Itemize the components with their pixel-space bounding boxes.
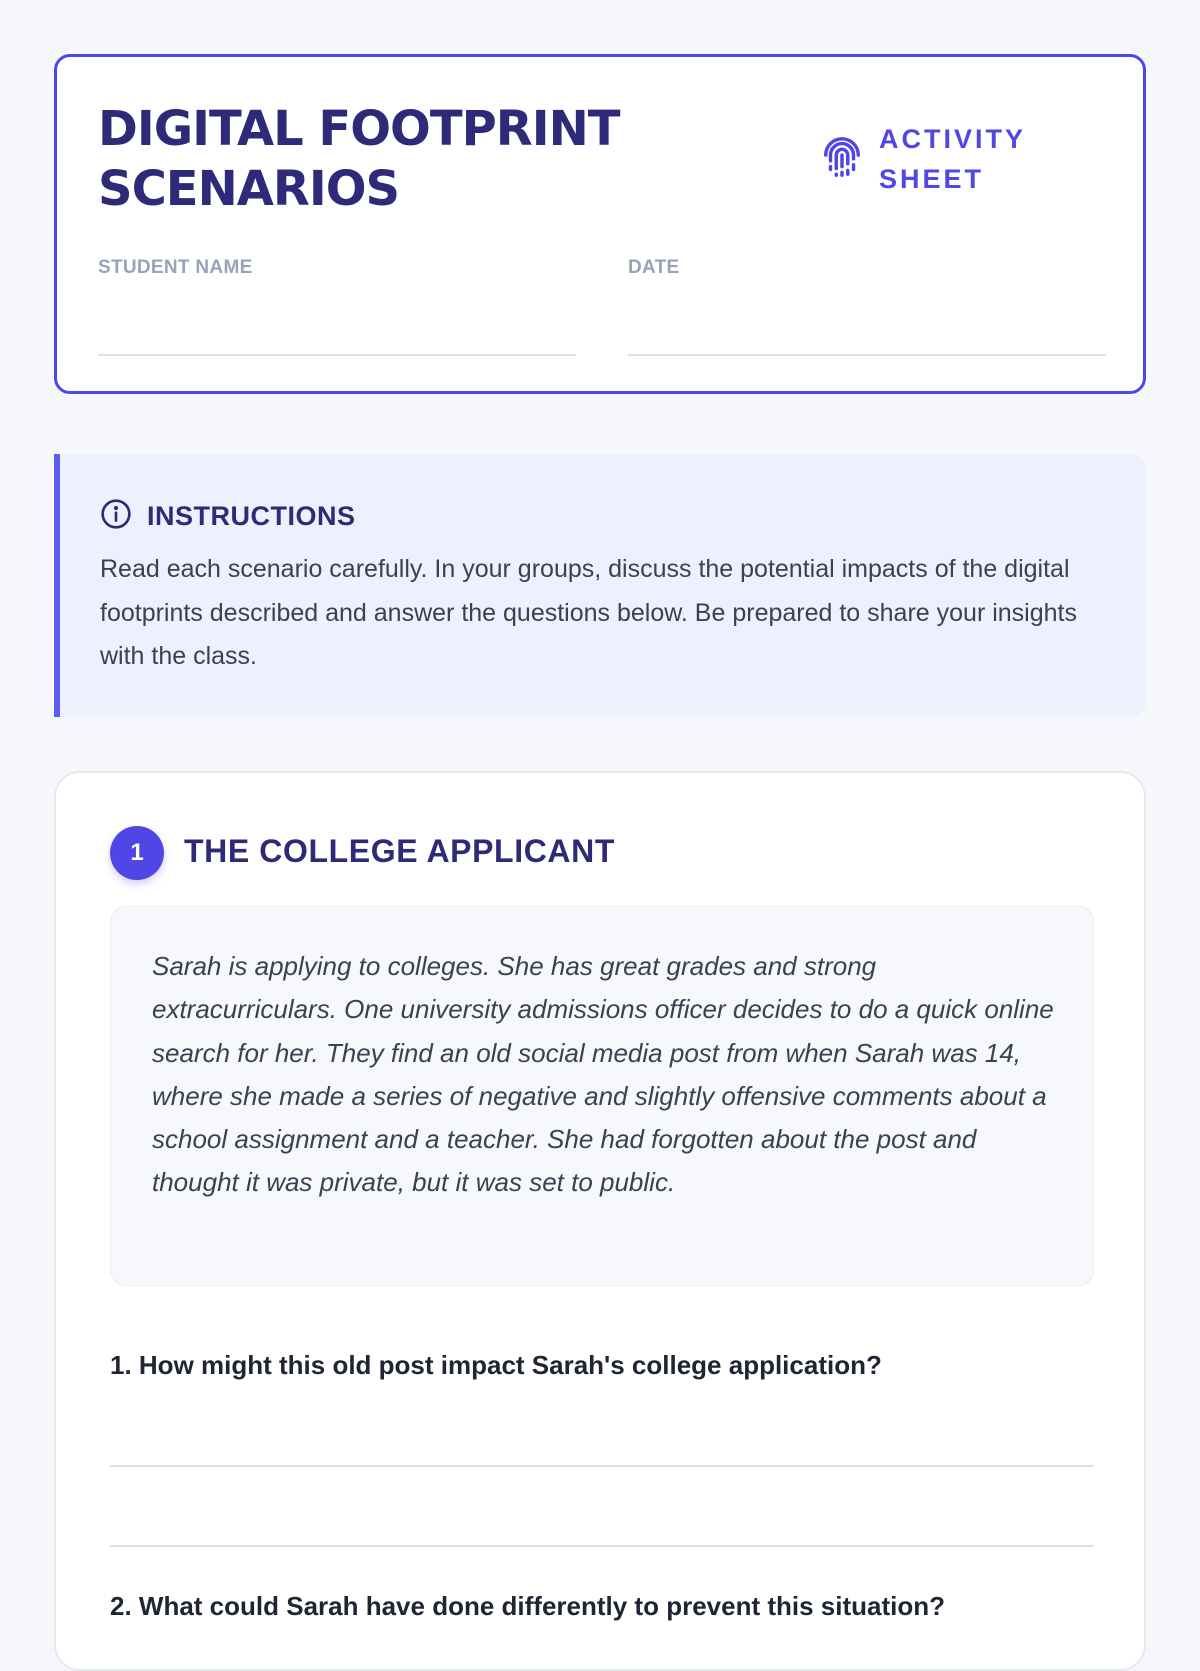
activity-sheet-badge [819, 119, 1059, 199]
student-name-field[interactable] [98, 354, 576, 356]
scenario-story-text: Sarah is applying to colleges. She has great grades and strong extracurriculars. One university admissions officer decides to do a quick online search for her. They find an old social media post from when Sarah was 14, where she made a series of negative and slightly offensive comments about a school assignment and a teacher. She had forgotten about the post and thought it was private, but it was set to public. [152, 951, 1054, 1198]
instructions-text: Read each scenario carefully. In your groups, discuss the potential impacts of the digital footprints described and answer the questions below. Be prepared to share your insights with the class. [100, 555, 1077, 670]
instructions-title: INSTRUCTIONS [147, 501, 356, 531]
scenario-title: THE COLLEGE APPLICANT [184, 833, 615, 869]
question-1: 1. How might this old post impact Sarah's college application? [110, 1350, 882, 1380]
date-field[interactable] [628, 354, 1106, 356]
info-icon [100, 498, 147, 535]
activity-sheet-label: ACTIVITY SHEET [879, 124, 1026, 194]
question-2: 2. What could Sarah have done differently to prevent this situation? [110, 1591, 945, 1621]
scenario-card [54, 771, 1146, 1671]
scenario-story-box [110, 906, 1094, 1286]
student-name-label: STUDENT NAME [98, 257, 253, 278]
scenario-number-badge: 1 [110, 826, 164, 880]
instructions-header [100, 498, 356, 535]
fingerprint-icon [819, 134, 879, 185]
answer-line-2[interactable] [110, 1545, 1094, 1547]
instructions-panel [54, 454, 1146, 717]
page-title: DIGITAL FOOTPRINT SCENARIOS [98, 101, 620, 217]
date-label: DATE [628, 257, 680, 278]
answer-line-1[interactable] [110, 1465, 1094, 1467]
header-card [54, 54, 1146, 394]
